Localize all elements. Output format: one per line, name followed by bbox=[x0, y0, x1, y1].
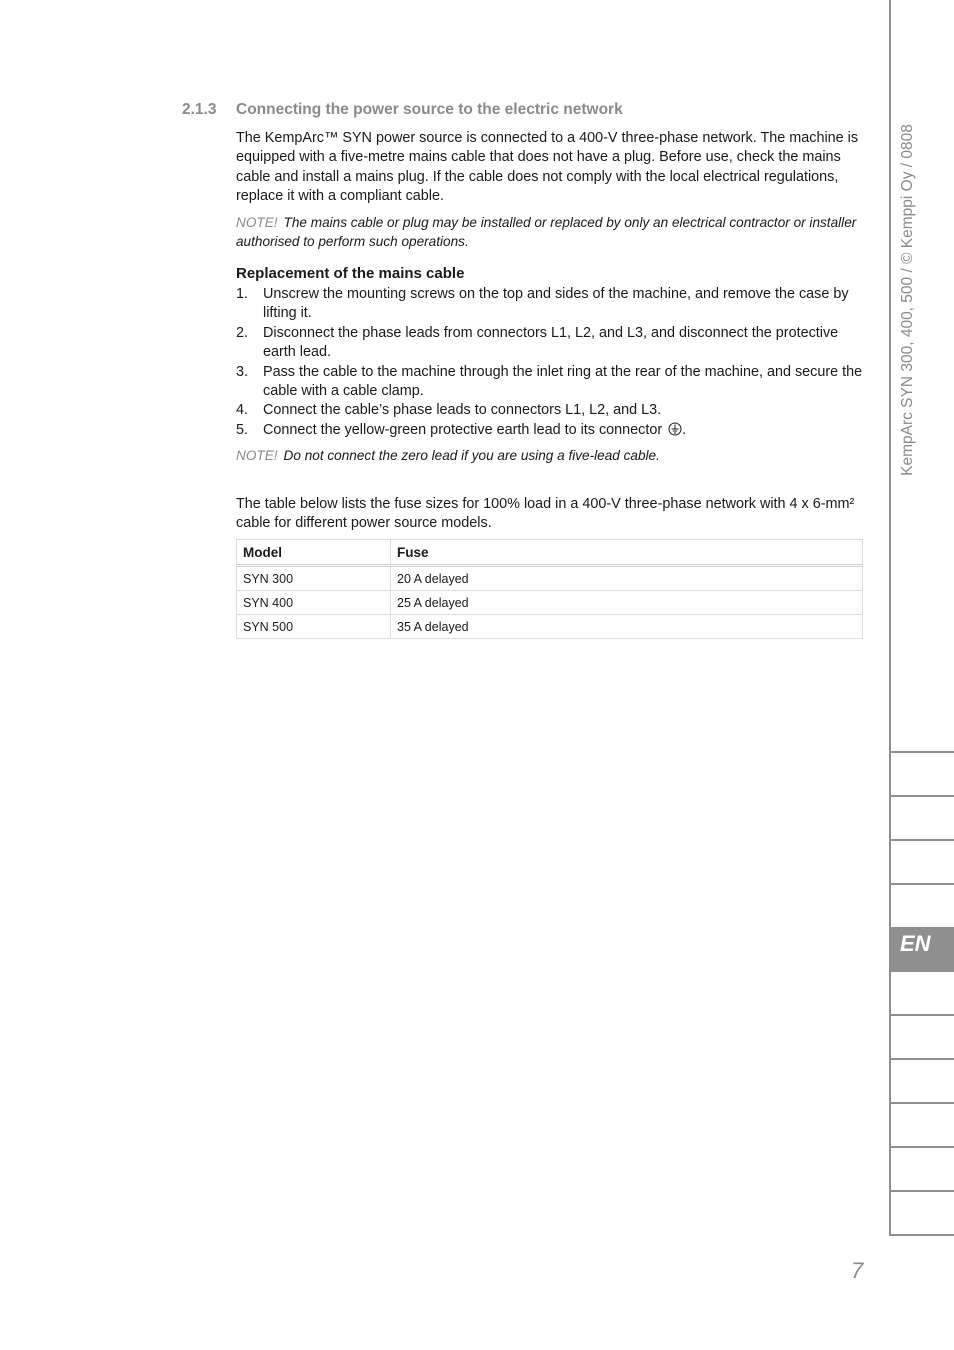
tab-divider bbox=[889, 1146, 954, 1148]
cell-fuse: 25 A delayed bbox=[391, 591, 863, 615]
list-item bbox=[236, 363, 866, 402]
cell-model: SYN 400 bbox=[237, 591, 391, 615]
tab-divider bbox=[889, 1190, 954, 1192]
section-title: Connecting the power source to the electric network bbox=[236, 101, 623, 118]
table-header-row bbox=[237, 540, 863, 566]
section-heading bbox=[182, 101, 623, 119]
section-number: 2.1.3 bbox=[182, 101, 217, 118]
step-number: 5. bbox=[236, 421, 249, 438]
page-number: 7 bbox=[851, 1258, 864, 1283]
note-2-label: NOTE! bbox=[236, 448, 278, 463]
tab-divider bbox=[889, 1102, 954, 1104]
step-text: Connect the yellow-green protective earth lead to its connector bbox=[263, 421, 663, 438]
step-number: 3. bbox=[236, 363, 249, 380]
header-fuse: Fuse bbox=[391, 540, 863, 566]
cell-fuse: 20 A delayed bbox=[391, 566, 863, 591]
list-item bbox=[236, 324, 866, 363]
tab-divider bbox=[889, 751, 954, 753]
intro-paragraph: The KempArc™ SYN power source is connected to a 400-V three-phase network. The machine is equipped with a five-metre mains cable that does not have a plug. Before use, check the mains cable and install a mains plug. If the cable does not comply with the local electrical regulations, replace it with a compliant cable. bbox=[236, 130, 859, 205]
table-row bbox=[237, 566, 863, 591]
note-2-text: Do not connect the zero lead if you are using a five-lead cable. bbox=[283, 448, 660, 463]
note-1-label: NOTE! bbox=[236, 215, 278, 230]
cell-model: SYN 500 bbox=[237, 615, 391, 639]
note-2 bbox=[236, 446, 864, 465]
step-text-end: . bbox=[682, 421, 687, 438]
step-text: Disconnect the phase leads from connectors L1, L2, and L3, and disconnect the protective earth lead. bbox=[263, 324, 839, 361]
list-item bbox=[236, 421, 866, 442]
step-text: Connect the cable’s phase leads to connectors L1, L2, and L3. bbox=[263, 402, 662, 419]
tab-divider bbox=[889, 1234, 954, 1236]
cell-fuse: 35 A delayed bbox=[391, 615, 863, 639]
fuse-table bbox=[236, 539, 863, 639]
table-intro-paragraph: The table below lists the fuse sizes for 100% load in a 400-V three-phase network with 4 x 6-mm² cable for different power source models. bbox=[236, 496, 855, 532]
list-item bbox=[236, 285, 866, 324]
replacement-steps bbox=[236, 285, 866, 442]
tab-divider bbox=[889, 795, 954, 797]
step-number: 2. bbox=[236, 324, 249, 341]
table-row bbox=[237, 615, 863, 639]
step-text: Pass the cable to the machine through the inlet ring at the rear of the machine, and secure the cable with a cable clamp. bbox=[263, 363, 863, 400]
tab-divider bbox=[889, 1058, 954, 1060]
replacement-heading: Replacement of the mains cable bbox=[236, 265, 465, 282]
table-row bbox=[237, 591, 863, 615]
side-document-label: KempArc SYN 300, 400, 500 / © Kemppi Oy / 0808 bbox=[899, 124, 916, 476]
note-1-text: The mains cable or plug may be installed or replaced by only an electrical contractor or installer authorised to perform such operations. bbox=[236, 215, 857, 249]
cell-model: SYN 300 bbox=[237, 566, 391, 591]
tab-divider bbox=[889, 883, 954, 885]
step-text-wrapper bbox=[263, 421, 866, 442]
list-item bbox=[236, 401, 866, 420]
header-model: Model bbox=[237, 540, 391, 566]
step-text: Unscrew the mounting screws on the top and sides of the machine, and remove the case by lifting it. bbox=[263, 286, 849, 322]
protective-earth-icon bbox=[668, 422, 682, 442]
step-number: 4. bbox=[236, 402, 249, 419]
tab-divider bbox=[889, 1014, 954, 1016]
tab-divider bbox=[889, 839, 954, 841]
language-tab-en[interactable]: EN bbox=[891, 927, 954, 972]
side-rail bbox=[889, 0, 891, 1236]
note-1 bbox=[236, 213, 864, 251]
step-number: 1. bbox=[236, 286, 249, 302]
